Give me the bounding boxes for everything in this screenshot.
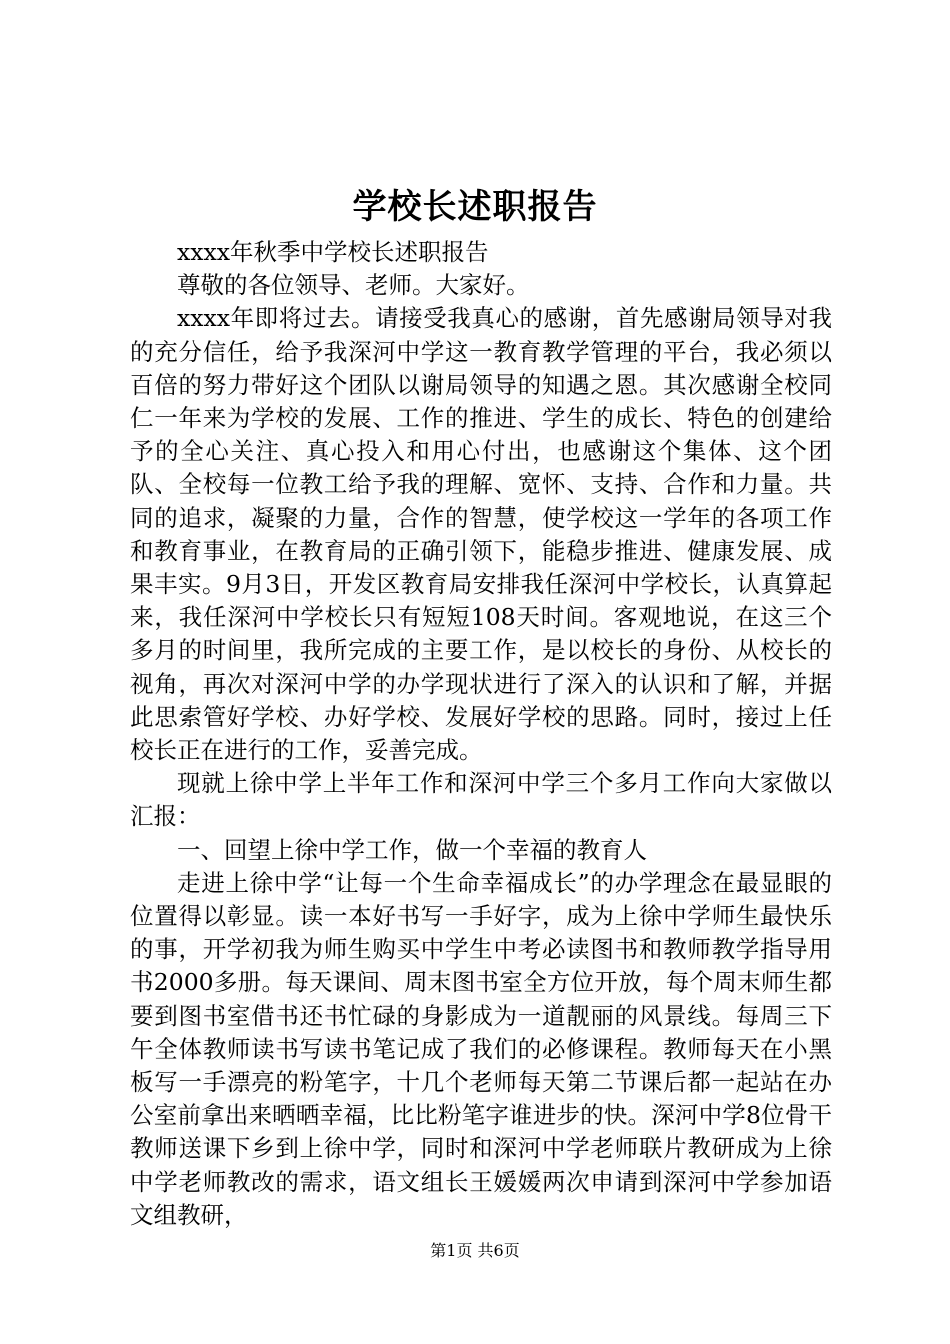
document-body [130, 236, 832, 1232]
section-heading: 一、回望上徐中学工作，做一个幸福的教育人 [177, 835, 647, 864]
body-paragraph: 现就上徐中学上半年工作和深河中学三个多月工作向大家做以汇报： [130, 769, 832, 831]
document-title: 学校长述职报告 [352, 187, 598, 227]
page-footer: 第1页 共6页 [430, 1241, 520, 1260]
body-paragraph: 走进上徐中学“让每一个生命幸福成长”的办学理念在最显眼的位置得以彰显。读一本好书写一手好字，成为上徐中学师生最快乐的事，开学初我为师生购买中学生中考必读图书和教师教学指导用书2000多册。每天课间、周末图书室全方位开放，每个周末师生都要到图书室借书还书忙碌的身影成为一道靓丽的风景线。每周三下午全体教师读书写读书笔记成了我们的必修课程。教师每天在小黑板写一手漂亮的粉笔字，十几个老师每天第二节课后都一起站在办公室前拿出来晒晒幸福，比比粉笔字谁进步的快。深河中学8位骨干教师送课下乡到上徐中学，同时和深河中学老师联片教研成为上徐中学老师教改的需求，语文组长王媛媛两次申请到深河中学参加语文组教研， [130, 868, 832, 1229]
greeting-paragraph: 尊敬的各位领导、老师。大家好。 [177, 271, 530, 300]
body-paragraph: xxxx年即将过去。请接受我真心的感谢，首先感谢局领导对我的充分信任，给予我深河中学这一教育教学管理的平台，我必须以百倍的努力带好这个团队以谢局领导的知遇之恩。其次感谢全校同仁一年来为学校的发展、工作的推进、学生的成长、特色的创建给予的全心关注、真心投入和用心付出，也感谢这个集体、这个团队、全校每一位教工给予我的理解、宽怀、支持、合作和力量。共同的追求，凝聚的力量，合作的智慧，使学校这一学年的各项工作和教育事业，在教育局的正确引领下，能稳步推进、健康发展、成果丰实。9月3日，开发区教育局安排我任深河中学校长，认真算起来，我任深河中学校长只有短短108天时间。客观地说，在这三个多月的时间里，我所完成的主要工作，是以校长的身份、从校长的视角，再次对深河中学的办学现状进行了深入的认识和了解，并据此思索管好学校、办好学校、发展好学校的思路。同时，接过上任校长正在进行的工作，妥善完成。 [130, 304, 832, 765]
subtitle-paragraph: xxxx年秋季中学校长述职报告 [177, 238, 489, 266]
